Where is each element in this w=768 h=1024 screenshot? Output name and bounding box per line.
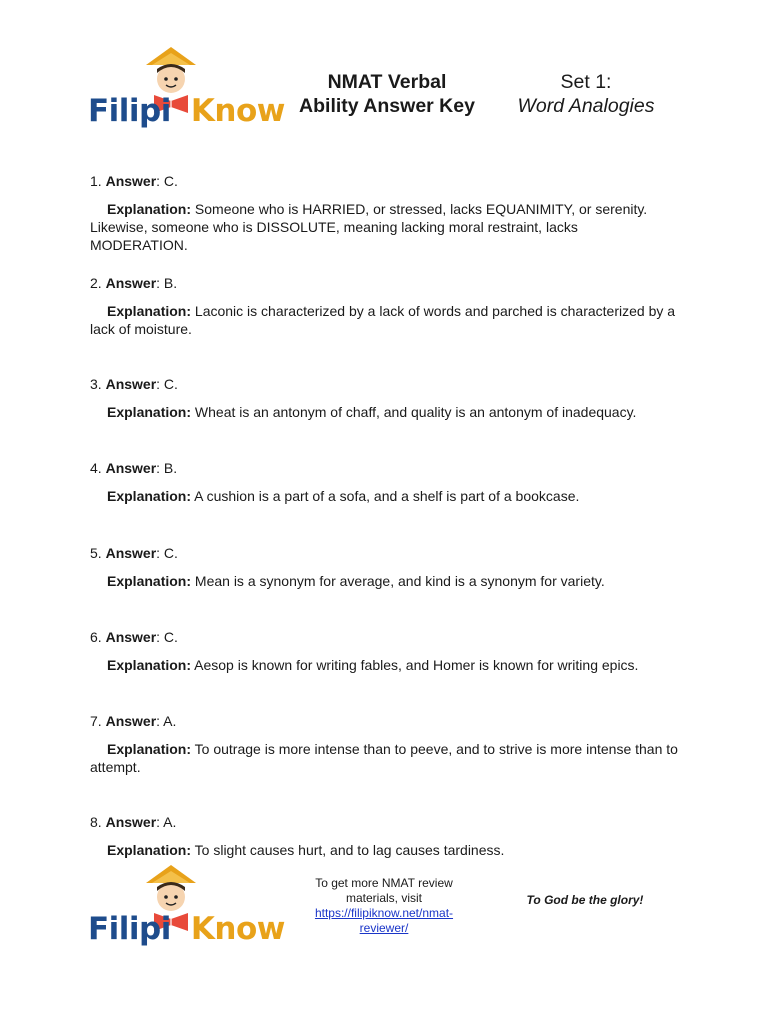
explanation-text: A cushion is a part of a sofa, and a shelf is part of a bookcase.	[194, 488, 580, 504]
page-title	[287, 70, 487, 118]
answer-number: 4.	[90, 460, 102, 476]
answer-choice: : B.	[156, 460, 178, 476]
set-topic: Word Analogies	[517, 95, 655, 117]
logo-text-filipi: Filipi	[88, 911, 171, 947]
explanation-text: Someone who is HARRIED, or stressed, lacks EQUANIMITY, or serenity. Likewise, someone who is DISSOLUTE, meaning lacking moral restraint, lacks MODERATION.	[90, 201, 648, 253]
answer-number: 1.	[90, 173, 102, 189]
explanation-text: Aesop is known for writing fables, and Homer is known for writing epics.	[194, 657, 639, 673]
answer-item	[90, 712, 678, 776]
answer-choice: : C.	[156, 629, 178, 645]
answer-choice: : A.	[156, 814, 177, 830]
filipiknow-logo-footer	[88, 863, 285, 955]
answer-label: Answer	[105, 713, 157, 729]
answer-label: Answer	[105, 173, 157, 189]
logo-text-know: Know	[190, 93, 285, 129]
answer-item	[90, 544, 678, 590]
explanation-label: Explanation:	[107, 201, 192, 217]
set-heading	[502, 70, 670, 118]
answer-choice: : A.	[156, 713, 177, 729]
answer-item	[90, 459, 678, 505]
footer-motto: To God be the glory!	[526, 893, 644, 907]
answer-label: Answer	[105, 629, 157, 645]
answer-label: Answer	[105, 545, 157, 561]
footer-more-materials	[296, 876, 472, 936]
answer-item	[90, 375, 678, 421]
filipiknow-logo	[88, 45, 285, 137]
explanation-text: To outrage is more intense than to peeve, and to strive is more intense than to attempt.	[90, 741, 678, 775]
explanation-label: Explanation:	[107, 404, 192, 420]
explanation-label: Explanation:	[107, 741, 192, 757]
answer-label: Answer	[105, 460, 157, 476]
answer-number: 2.	[90, 275, 102, 291]
answer-item	[90, 813, 678, 859]
explanation-text: Mean is a synonym for average, and kind is a synonym for variety.	[194, 573, 605, 589]
explanation-label: Explanation:	[107, 303, 192, 319]
set-number: Set 1:	[560, 71, 612, 93]
answer-number: 7.	[90, 713, 102, 729]
answer-label: Answer	[105, 376, 157, 392]
answer-number: 8.	[90, 814, 102, 830]
answer-choice: : C.	[156, 173, 178, 189]
explanation-label: Explanation:	[107, 657, 192, 673]
answer-item	[90, 628, 678, 674]
answer-choice: : B.	[156, 275, 178, 291]
explanation-label: Explanation:	[107, 573, 192, 589]
answer-choice: : C.	[156, 545, 178, 561]
footer-more-text: To get more NMAT review materials, visit	[315, 876, 453, 905]
answer-number: 5.	[90, 545, 102, 561]
title-line-2: Ability Answer Key	[299, 95, 475, 117]
logo-text-know: Know	[190, 911, 285, 947]
explanation-text: To slight causes hurt, and to lag causes tardiness.	[194, 842, 505, 858]
answer-label: Answer	[105, 275, 157, 291]
explanation-text: Wheat is an antonym of chaff, and quality is an antonym of inadequacy.	[194, 404, 637, 420]
answer-number: 3.	[90, 376, 102, 392]
title-line-1: NMAT Verbal	[327, 71, 447, 93]
explanation-label: Explanation:	[107, 488, 192, 504]
reviewer-link[interactable]: https://filipiknow.net/nmat-reviewer/	[314, 906, 454, 935]
explanation-text: Laconic is characterized by a lack of words and parched is characterized by a lack of moisture.	[90, 303, 676, 337]
answer-label: Answer	[105, 814, 157, 830]
answer-item	[90, 274, 678, 338]
answer-choice: : C.	[156, 376, 178, 392]
explanation-label: Explanation:	[107, 842, 192, 858]
answer-item	[90, 172, 678, 254]
answer-number: 6.	[90, 629, 102, 645]
logo-text-filipi: Filipi	[88, 93, 171, 129]
